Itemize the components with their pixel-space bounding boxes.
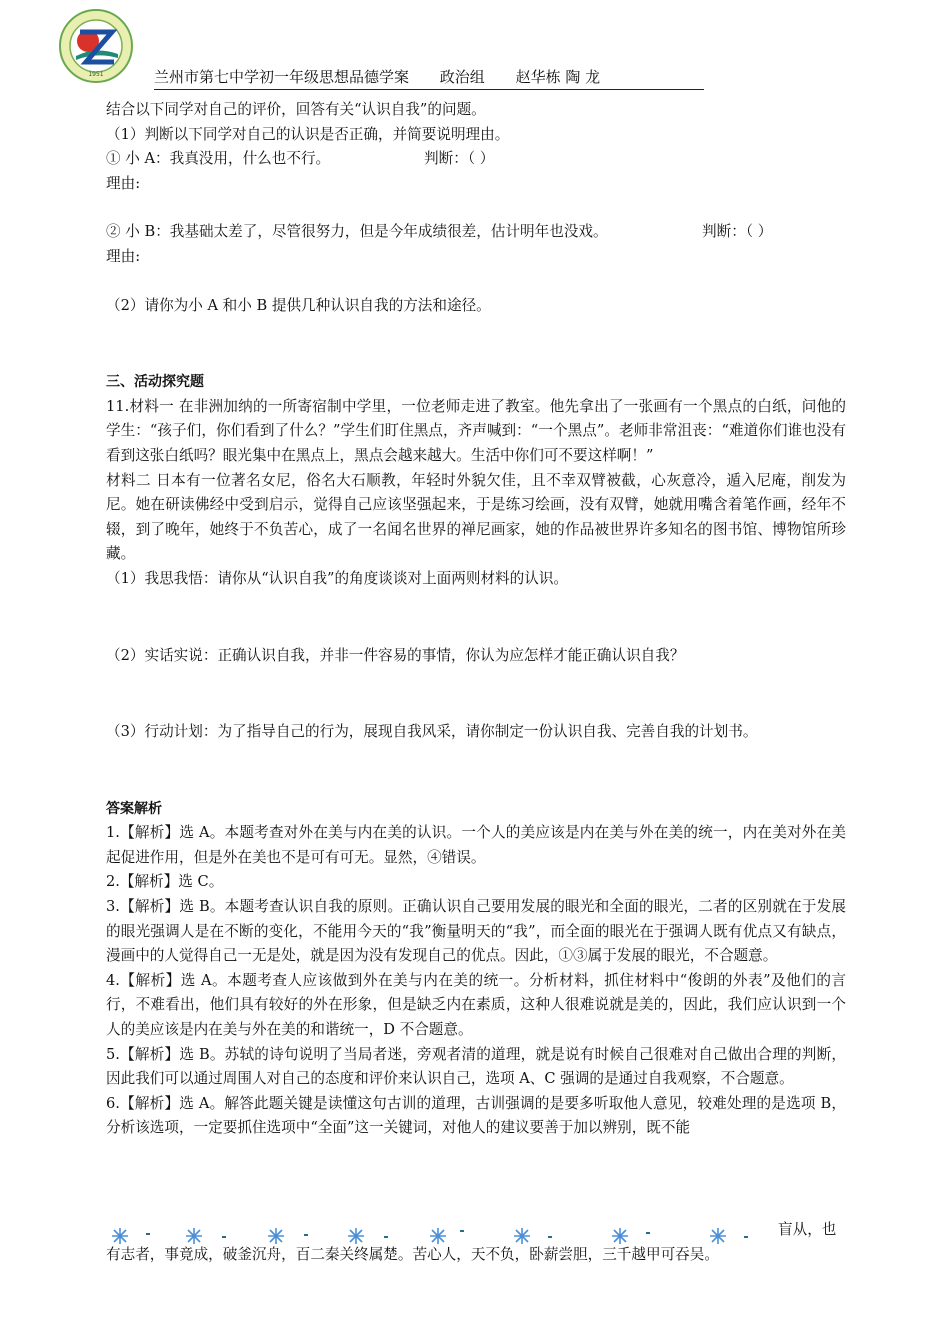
question-intro: 结合以下同学对自己的评价，回答有关“认识自我”的问题。: [106, 101, 486, 118]
answer-6-tail: 盲从，也: [778, 1221, 837, 1238]
page-header: [154, 66, 704, 90]
document-body: [106, 98, 846, 1141]
snowflake-icon: [430, 1228, 446, 1244]
student-b-judge: 判断：（ ）: [702, 223, 773, 241]
answer-1: 1.【解析】选 A。本题考查对外在美与内在美的认识。一个人的美应该是内在美与外在美的统一，内在美对外在美起促进作用，但是外在美也不是可有可无。显然，④错误。: [106, 824, 846, 866]
sub-question-2: （2）实话实说：正确认识自我，并非一件容易的事情，你认为应怎样才能正确认识自我？: [106, 646, 685, 664]
snowflake-icon: [514, 1228, 530, 1244]
snowflake-icon: [186, 1228, 202, 1244]
sub-question-3: （3）行动计划：为了指导自己的行为，展现自我风采，请你制定一份认识自我、完善自我的计划书。: [106, 723, 758, 741]
snowflake-icon: [710, 1228, 726, 1244]
snowflake-icon: [268, 1228, 284, 1244]
header-authors: 赵华栋 陶 龙: [515, 68, 601, 86]
reason-b-label: 理由:: [106, 247, 141, 265]
header-school: 兰州市第七中学初一年级思想品德学案: [154, 68, 410, 86]
student-b-line: [106, 220, 846, 245]
header-group: 政治组: [439, 68, 485, 86]
answer-5: 5.【解析】选 B。苏轼的诗句说明了当局者迷，旁观者清的道理，就是说有时候自己很难对自己做出合理的判断，因此我们可以通过周围人对自己的态度和评价来认识自己，选项 A、C 强调的是通过自我观察，不合题意。: [106, 1045, 846, 1088]
student-b-statement: ② 小 B：我基础太差了，尽管很努力，但是今年成绩很差，估计明年也没戏。: [106, 223, 608, 241]
material-1: 11.材料一 在非洲加纳的一所寄宿制中学里，一位老师走进了教室。他先拿出了一张画有一个黑点的白纸，问他的学生：“孩子们，你们看到了什么？”学生们盯住黑点，齐声喊到：“一个黑点”。老师非常沮丧：“难道你们谁也没有看到这张白纸吗？眼光集中在黑点上，黑点会越来越大。生活中你们可不要这样啊！”: [106, 397, 846, 464]
snowflake-icon: [112, 1228, 128, 1244]
question-1: （1）判断以下同学对自己的认识是否正确，并简要说明理由。: [106, 125, 510, 143]
snowflake-icon: [612, 1228, 628, 1244]
material-2: 材料二 日本有一位著名女尼，俗名大石顺教，年轻时外貌欠佳，且不幸双臂被截，心灰意冷，遁入尼庵，削发为尼。她在研读佛经中受到启示，觉得自己应该坚强起来，于是练习绘画，没有双臂，她就用嘴含着笔作画，经年不辍，到了晚年，她终于不负苦心，成了一名闻名世界的禅尼画家，她的作品被世界许多知名的图书馆、博物馆所珍藏。: [106, 471, 846, 563]
snowflake-icon: [348, 1228, 364, 1244]
sub-question-1: （1）我思我悟：请你从“认识自我”的角度谈谈对上面两则材料的认识。: [106, 569, 569, 587]
answer-6: 6.【解析】选 A。解答此题关键是读懂这句古训的道理，古训强调的是要多听取他人意见，较难处理的是选项 B，分析该选项，一定要抓住选项中“全面”这一关键词，对他人的建议要善于加以辨别，既不能: [106, 1094, 846, 1137]
answer-4: 4.【解析】选 A。本题考查人应该做到外在美与内在美的统一。分析材料，抓住材料中“俊朗的外表”及他们的言行，不难看出，他们具有较好的外在形象，但是缺乏内在素质，这种人很难说就是美的，因此，我们应认识到一个人的美应该是内在美与外在美的和谐统一，D 不合题意。: [106, 971, 846, 1039]
reason-a-label: 理由:: [106, 174, 141, 192]
student-a-statement: ① 小 A：我真没用，什么也不行。: [106, 150, 331, 168]
section-3-title: 三、活动探究题: [106, 374, 204, 391]
question-2: （2）请你为小 A 和小 B 提供几种认识自我的方法和途径。: [106, 296, 491, 314]
answer-title: 答案解析: [106, 800, 162, 817]
motto-line: 有志者，事竟成，破釜沉舟，百二秦关终属楚。苦心人，天不负，卧薪尝胆，三千越甲可吞吴。: [106, 1246, 719, 1263]
logo-year: 1951: [88, 71, 104, 78]
answer-2: 2.【解析】选 C。: [106, 873, 224, 891]
student-a-line: [106, 147, 846, 172]
school-logo: [58, 8, 134, 84]
student-a-judge: 判断：（ ）: [424, 150, 495, 168]
answer-3: 3.【解析】选 B。本题考查认识自我的原则。正确认识自己要用发展的眼光和全面的眼光，二者的区别就在于发展的眼光强调人是在不断的变化，不能用今天的“我”衡量明天的“我”，而全面的眼光在于强调人既有优点又有缺点，漫画中的人觉得自己一无是处，就是因为没有发现自己的优点。因此，①③属于发展的眼光，不合题意。: [106, 898, 846, 965]
